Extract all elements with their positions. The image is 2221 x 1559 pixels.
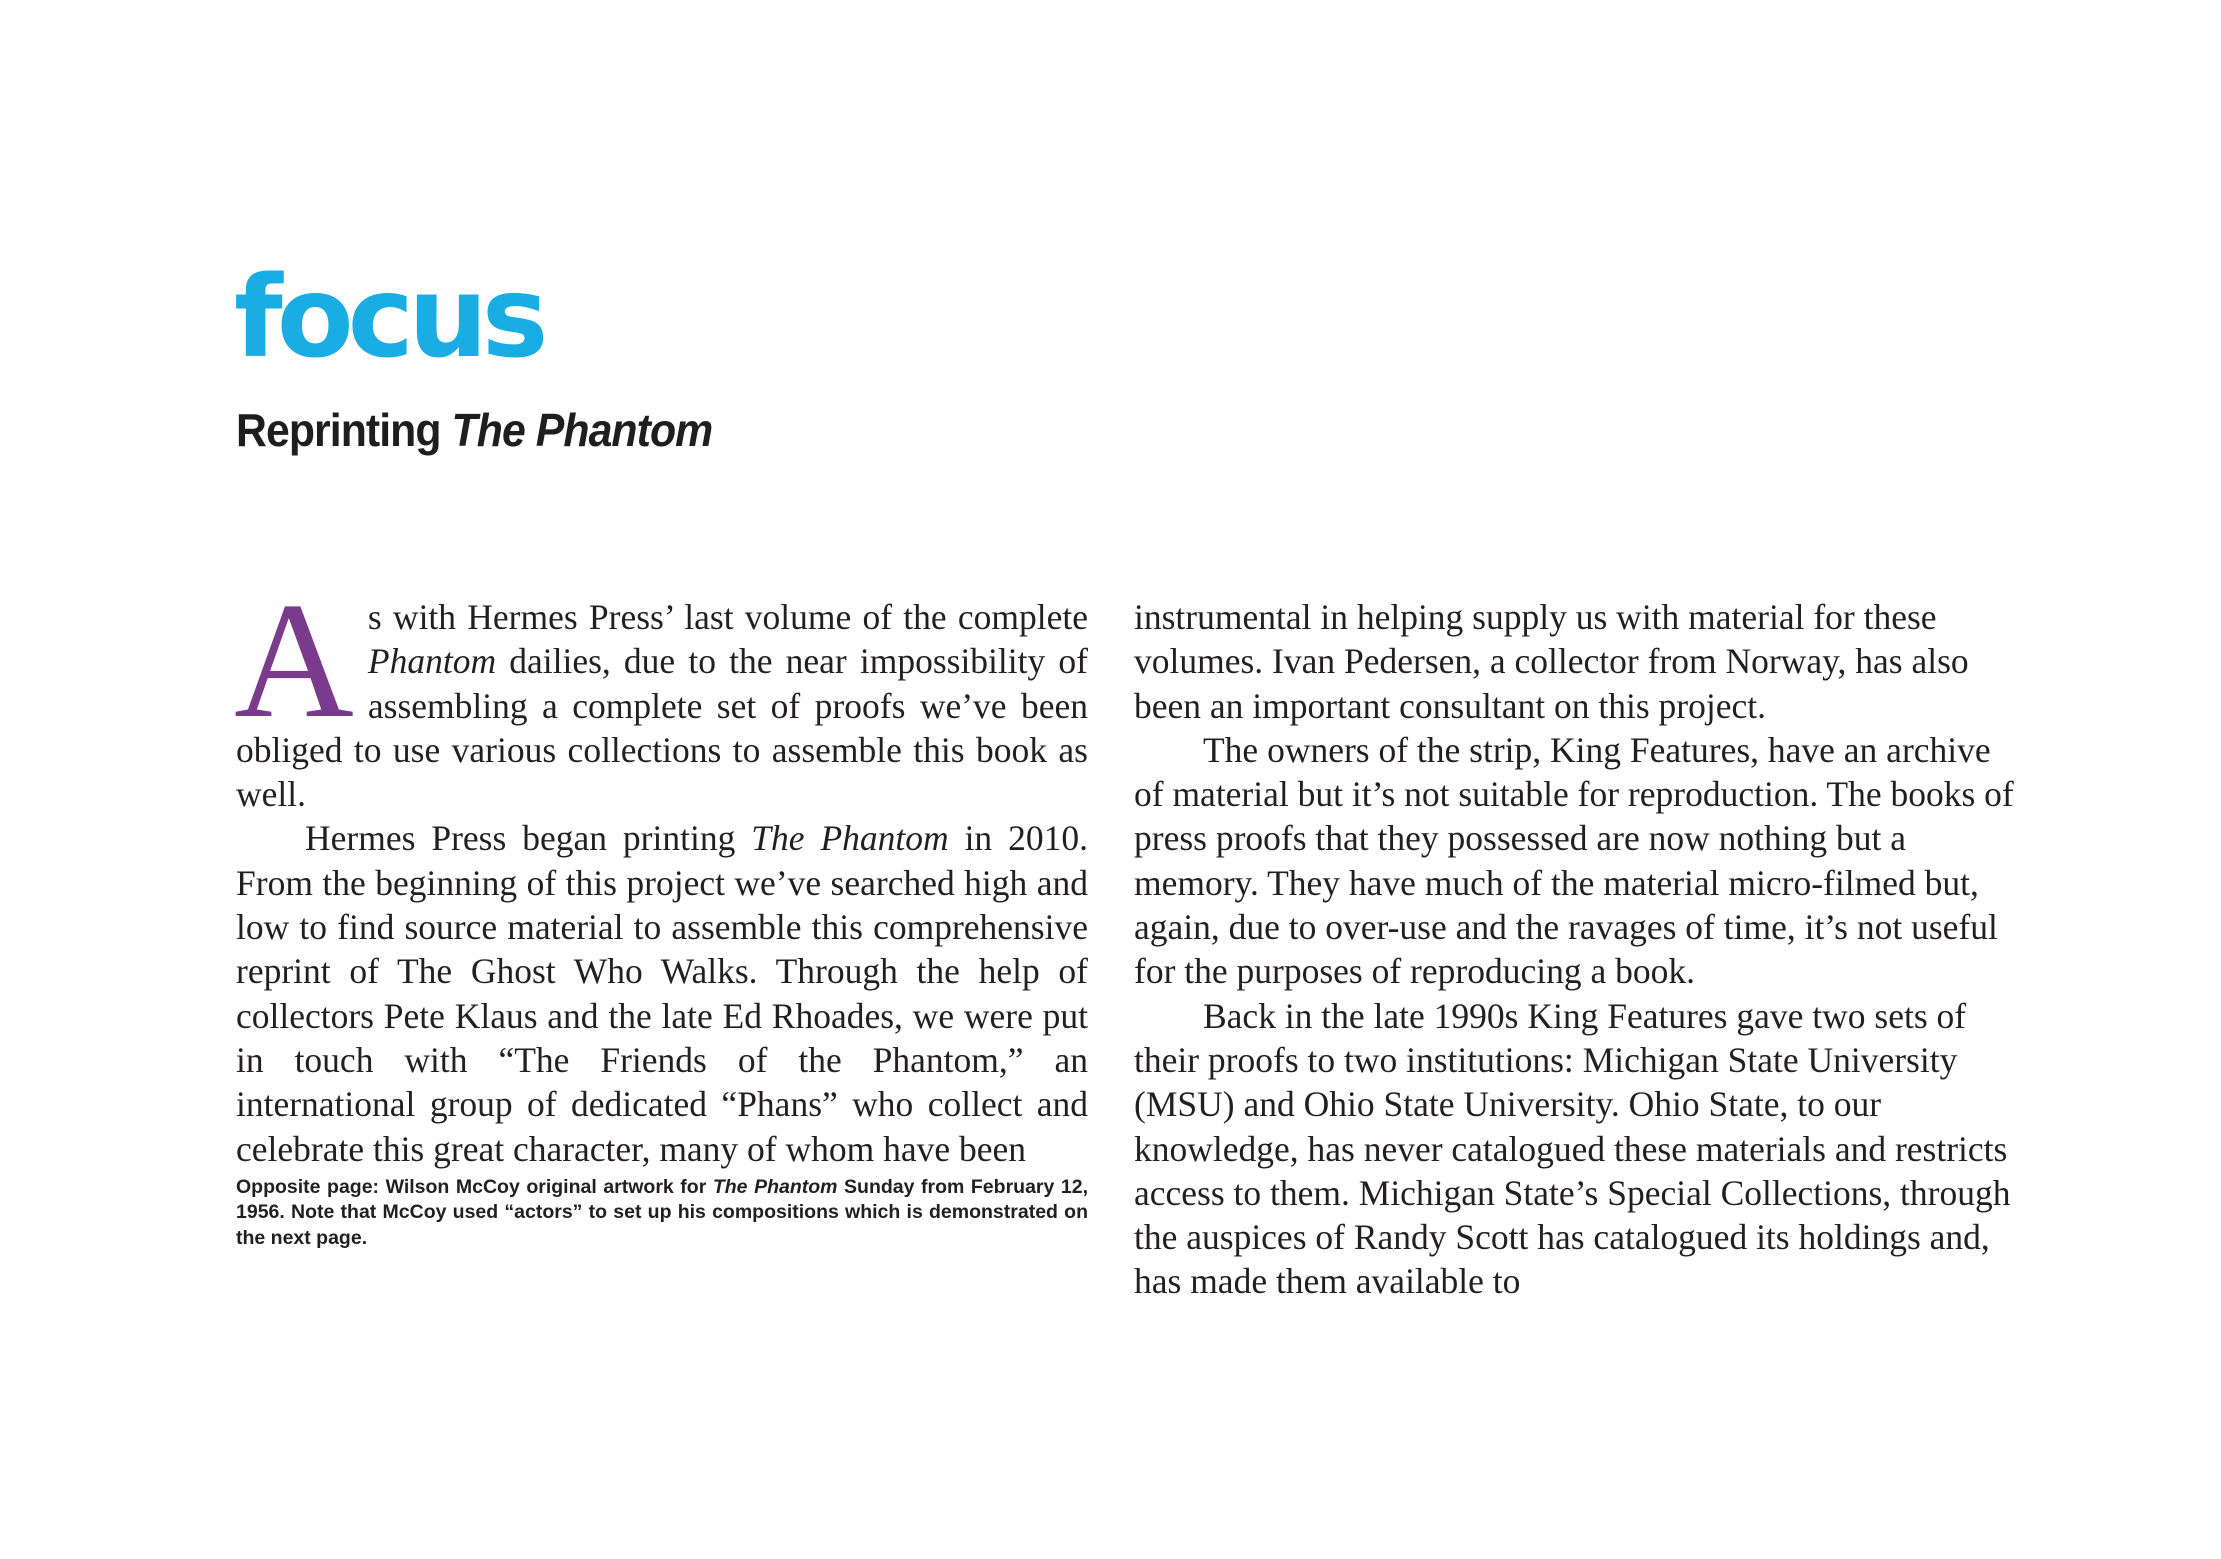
paragraph-1-italic: Phantom: [367, 641, 497, 682]
article-title: [236, 402, 712, 458]
paragraph-2-text-b: in 2010. From the beginning of this project we’ve searched high and low to find source material to assemble this comprehensive reprint of The Ghost Who Walks. Through the help of collectors Pete Klaus and the late Ed Rhoades, we were put in touch with “The Friends of the Phantom,” an international group of dedicated “Phans” who collect and celebrate this great character, many of whom have been: [236, 818, 1088, 1169]
article-column-left: [234, 568, 1088, 1251]
drop-cap: A: [234, 568, 354, 752]
paragraph-2-text-a: Hermes Press began printing: [305, 818, 752, 859]
caption-text-a: Opposite page: Wilson McCoy original artwork for: [236, 1175, 713, 1198]
article-title-italic: The Phantom: [451, 404, 713, 456]
article-title-plain: Reprinting: [236, 404, 452, 456]
paragraph-1-text-a: s with Hermes Press’ last volume of the complete: [367, 597, 1088, 637]
article-column-right: [1134, 595, 2014, 1304]
caption-italic: The Phantom: [712, 1175, 838, 1198]
paragraph-4: Back in the late 1990s King Features gave two sets of their proofs to two institutions: Michigan State University (MSU) and Ohio State University. Ohio State, to our knowledge, has never catalogued these materials and restricts access to them. Michigan State’s Special Collections, through the auspices of Randy Scott has catalogued its holdings and, has made them available to: [1134, 995, 2011, 1302]
paragraph-2-italic: The Phantom: [751, 818, 949, 859]
section-label: focus: [234, 253, 543, 383]
paragraph-1-text-b: dailies, due to the near impossibility of assembling a complete set of proofs we’ve been obliged to use various collections to assemble this book as well.: [236, 641, 1088, 815]
image-caption: [236, 1175, 1088, 1252]
paragraph-2: [236, 816, 1088, 1170]
paragraph-1: [234, 568, 1088, 816]
paragraph-2-continued: instrumental in helping supply us with material for these volumes. Ivan Pedersen, a collector from Norway, has also been an important consultant on this project.: [1134, 597, 1969, 726]
paragraph-3: The owners of the strip, King Features, have an archive of material but it’s not suitable for reproduction. The books of press proofs that they possessed are now nothing but a memory. They have much of the material micro-filmed but, again, due to over-use and the ravages of time, it’s not useful for the purposes of reproducing a book.: [1134, 729, 2014, 992]
caption-text-b: Sunday from February 12, 1956. Note that McCoy used “actors” to set up his compositions which is demonstrated on the next page.: [236, 1175, 1088, 1249]
